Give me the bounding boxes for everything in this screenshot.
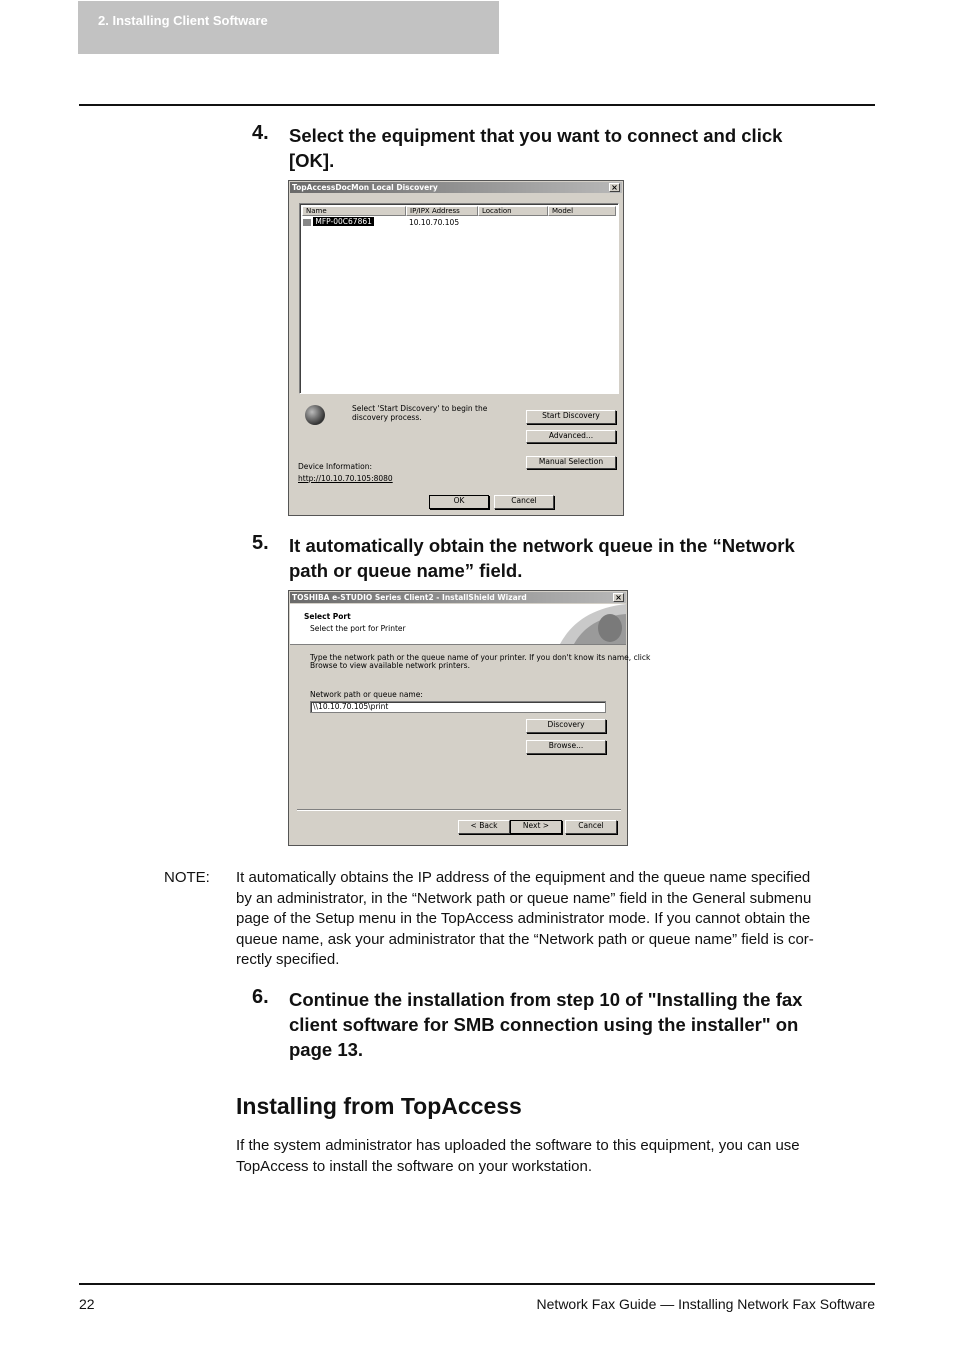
device-info-label: Device Information: bbox=[298, 462, 372, 471]
dialog-title: TopAccessDocMon Local Discovery bbox=[292, 183, 438, 192]
step-6-text: Continue the installation from step 10 of "Installing the fax client software for SMB connection using the installer" on page 13. bbox=[289, 989, 803, 1060]
globe-icon bbox=[305, 405, 325, 425]
local-discovery-dialog bbox=[288, 180, 624, 516]
wizard-header-panel bbox=[290, 604, 626, 645]
network-path-label: Network path or queue name: bbox=[310, 690, 423, 699]
step-5-text: It automatically obtain the network queue in the “Network path or queue name” field. bbox=[289, 535, 795, 581]
cancel-button[interactable]: Cancel bbox=[565, 820, 617, 834]
section-title: Installing from TopAccess bbox=[236, 1093, 522, 1119]
section-paragraph: If the system administrator has uploaded the software to this equipment, you can use TopAccess to install the software on your workstation. bbox=[236, 1137, 800, 1175]
instruction-line2: Browse to view available network printers. bbox=[310, 661, 470, 670]
column-header-location[interactable]: Location bbox=[478, 206, 548, 216]
bottom-rule bbox=[79, 1283, 875, 1285]
cancel-button[interactable]: Cancel bbox=[494, 495, 554, 509]
select-port-dialog bbox=[288, 590, 651, 846]
note-label: NOTE: bbox=[164, 869, 210, 886]
ok-button[interactable]: OK bbox=[429, 495, 489, 509]
device-ip-cell: 10.10.70.105 bbox=[409, 218, 460, 227]
network-path-input[interactable]: \\10.10.70.105\print bbox=[310, 701, 606, 713]
discovery-hint-line2: discovery process. bbox=[352, 413, 422, 422]
dialog-title: TOSHIBA e-STUDIO Series Client2 - InstallShield Wizard bbox=[292, 593, 527, 602]
printer-icon bbox=[303, 219, 311, 226]
section-header-label: 2. Installing Client Software bbox=[98, 13, 268, 28]
dialog-title-bar bbox=[290, 182, 622, 193]
discovery-hint-line1: Select 'Start Discovery' to begin the bbox=[352, 404, 488, 413]
start-discovery-button[interactable]: Start Discovery bbox=[526, 410, 616, 424]
note-text: It automatically obtains the IP address of the equipment and the queue name specified by an administrator, in the “Network path or queue name” field in the General submenu page of the Setup menu in the TopAccess administrator mode. If you cannot obtain the queue name, ask your administrator that the “Network path or queue name” field is cor- rectly specified. bbox=[236, 869, 814, 968]
wizard-subheading: Select the port for Printer bbox=[310, 624, 406, 633]
device-info-link[interactable]: http://10.10.70.105:8080 bbox=[298, 474, 393, 483]
close-icon[interactable]: × bbox=[613, 593, 624, 602]
device-name-cell: MFP-00C67861 bbox=[315, 217, 372, 226]
column-header-ip[interactable]: IP/IPX Address bbox=[406, 206, 478, 216]
dialog-title-bar bbox=[290, 592, 626, 603]
table-row[interactable] bbox=[303, 217, 374, 226]
discovery-button[interactable]: Discovery bbox=[526, 719, 606, 733]
close-icon[interactable]: × bbox=[609, 183, 620, 192]
footer-doc-title: Network Fax Guide — Installing Network Fax Software bbox=[536, 1296, 875, 1312]
next-button[interactable]: Next > bbox=[510, 820, 562, 834]
back-button[interactable]: < Back bbox=[458, 820, 510, 834]
step-6-number: 6. bbox=[252, 986, 269, 1008]
column-header-model[interactable]: Model bbox=[548, 206, 616, 216]
top-rule bbox=[79, 104, 875, 106]
step-4-text: Select the equipment that you want to connect and click [OK]. bbox=[289, 125, 783, 171]
wizard-banner-graphic bbox=[552, 604, 626, 644]
browse-button[interactable]: Browse... bbox=[526, 740, 606, 754]
manual-selection-button[interactable]: Manual Selection bbox=[526, 456, 616, 469]
instruction-line1: Type the network path or the queue name of your printer. If you don't know its name, click bbox=[310, 653, 651, 662]
page-number: 22 bbox=[79, 1296, 95, 1312]
step-5-number: 5. bbox=[252, 532, 269, 554]
step-4-number: 4. bbox=[252, 122, 269, 144]
advanced-button[interactable]: Advanced... bbox=[526, 430, 616, 443]
divider bbox=[297, 809, 621, 811]
wizard-heading: Select Port bbox=[304, 612, 351, 621]
column-header-name[interactable]: Name bbox=[302, 206, 406, 216]
device-list[interactable] bbox=[299, 203, 619, 394]
